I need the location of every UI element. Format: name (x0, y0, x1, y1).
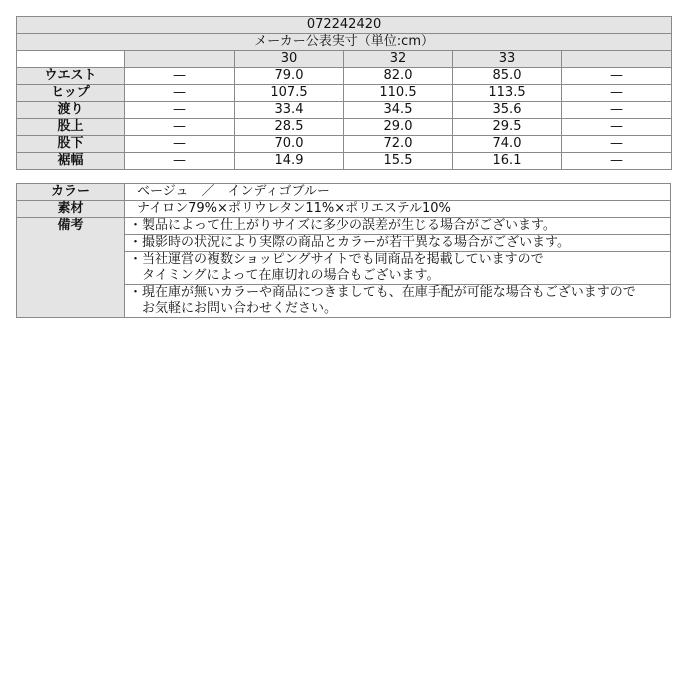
table-cell: — (562, 119, 672, 136)
table-row (17, 119, 672, 136)
color-value: ベージュ ／ インディゴブルー (125, 184, 671, 201)
note-line: お気軽にお問い合わせください。 (129, 301, 338, 316)
table-row (17, 102, 672, 119)
table-cell: 29.0 (344, 119, 453, 136)
table-cell: — (125, 136, 235, 153)
row-label: ヒップ (17, 85, 125, 102)
row-label: 渡り (17, 102, 125, 119)
table-cell: 16.1 (453, 153, 562, 170)
table-row (17, 85, 672, 102)
table-cell: — (562, 136, 672, 153)
note-item (125, 235, 670, 252)
material-row (17, 201, 671, 218)
table-cell: — (125, 102, 235, 119)
row-label: 股上 (17, 119, 125, 136)
row-label: ウエスト (17, 68, 125, 85)
spec-table (16, 183, 671, 318)
measure-title: メーカー公表実寸（単位:cm） (17, 34, 672, 51)
note-line: ・撮影時の状況により実際の商品とカラーが若干異なる場合がございます。 (129, 235, 570, 250)
table-cell: 110.5 (344, 85, 453, 102)
row-label: 股下 (17, 136, 125, 153)
note-item (125, 285, 670, 317)
note-item (125, 252, 670, 285)
table-cell: 74.0 (453, 136, 562, 153)
size-header (562, 51, 672, 68)
material-value: ナイロン79%×ポリウレタン11%×ポリエステル10% (125, 201, 671, 218)
table-cell: — (562, 85, 672, 102)
notes-row (17, 218, 671, 318)
size-header-corner (17, 51, 125, 68)
table-cell: 29.5 (453, 119, 562, 136)
size-header: 33 (453, 51, 562, 68)
product-code: 072242420 (17, 17, 672, 34)
table-cell: — (125, 153, 235, 170)
size-header: 30 (235, 51, 344, 68)
table-cell: — (562, 68, 672, 85)
table-cell: 35.6 (453, 102, 562, 119)
table-cell: 33.4 (235, 102, 344, 119)
table-cell: 72.0 (344, 136, 453, 153)
table-row (17, 136, 672, 153)
table-cell: 14.9 (235, 153, 344, 170)
color-label: カラー (17, 184, 125, 201)
table-cell: — (562, 102, 672, 119)
table-row (17, 68, 672, 85)
table-cell: — (125, 119, 235, 136)
size-header: 32 (344, 51, 453, 68)
notes-label: 備考 (17, 218, 125, 318)
row-label: 裾幅 (17, 153, 125, 170)
note-item (125, 218, 670, 235)
note-line: ・製品によって仕上がりサイズに多少の誤差が生じる場合がございます。 (129, 218, 556, 233)
table-cell: 113.5 (453, 85, 562, 102)
table-cell: 107.5 (235, 85, 344, 102)
table-cell: 82.0 (344, 68, 453, 85)
table-cell: — (125, 68, 235, 85)
color-row (17, 184, 671, 201)
note-line: タイミングによって在庫切れの場合もございます。 (129, 268, 440, 283)
note-line: ・現在庫が無いカラーや商品につきましても、在庫手配が可能な場合もございますので (129, 285, 636, 300)
table-cell: 85.0 (453, 68, 562, 85)
notes-list (125, 218, 671, 318)
table-cell: 15.5 (344, 153, 453, 170)
note-line: ・当社運営の複数ショッピングサイトでも同商品を掲載していますので (129, 252, 544, 267)
size-header (125, 51, 235, 68)
size-header-row (17, 51, 672, 68)
product-code-row (17, 17, 672, 34)
table-cell: 34.5 (344, 102, 453, 119)
table-cell: 79.0 (235, 68, 344, 85)
table-row (17, 153, 672, 170)
table-cell: — (125, 85, 235, 102)
material-label: 素材 (17, 201, 125, 218)
size-table (16, 16, 672, 170)
table-cell: 70.0 (235, 136, 344, 153)
table-cell: — (562, 153, 672, 170)
measure-title-row (17, 34, 672, 51)
table-cell: 28.5 (235, 119, 344, 136)
